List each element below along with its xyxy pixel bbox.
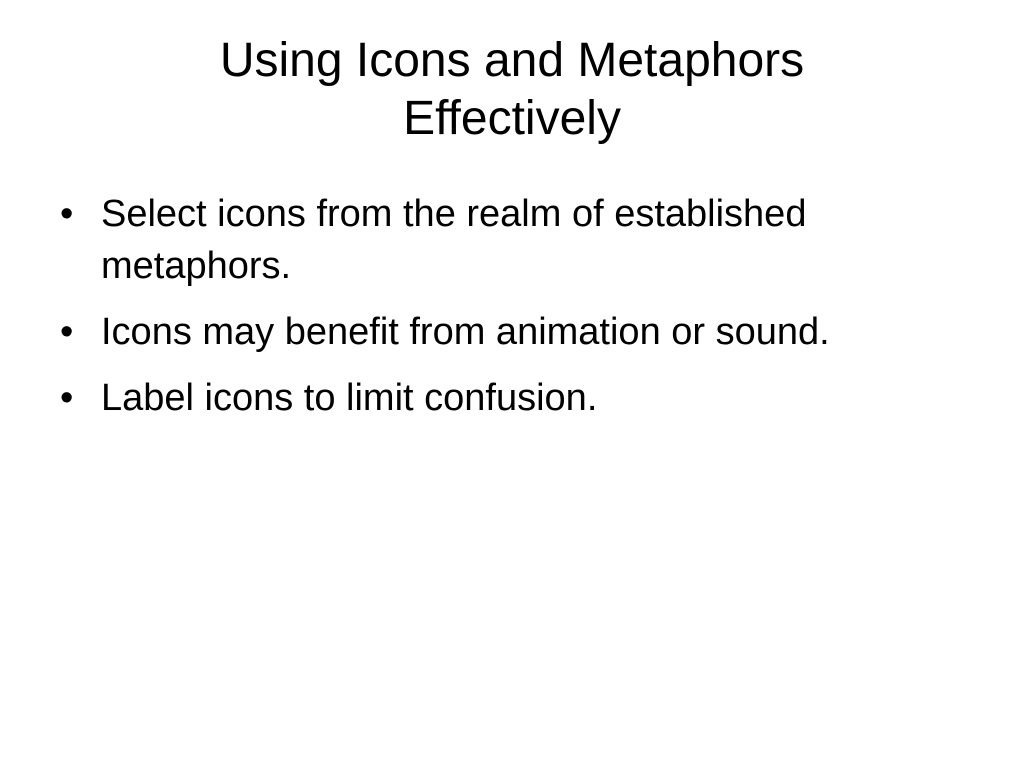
bullet-icon: • (60, 311, 74, 353)
bullet-item (60, 188, 960, 292)
bullet-text: Select icons from the realm of established metaphors. (101, 193, 807, 287)
slide-title-line-1: Using Icons and Metaphors (219, 34, 805, 87)
slide-title (60, 32, 964, 148)
bullet-item (60, 306, 960, 358)
bullet-icon: • (60, 193, 74, 235)
bullet-text: Icons may benefit from animation or sound. (101, 311, 830, 353)
slide-title-line-2: Effectively (403, 92, 621, 145)
bullet-list (60, 188, 960, 438)
bullet-text: Label icons to limit confusion. (101, 377, 598, 419)
bullet-icon: • (60, 377, 74, 419)
bullet-item (60, 372, 960, 424)
